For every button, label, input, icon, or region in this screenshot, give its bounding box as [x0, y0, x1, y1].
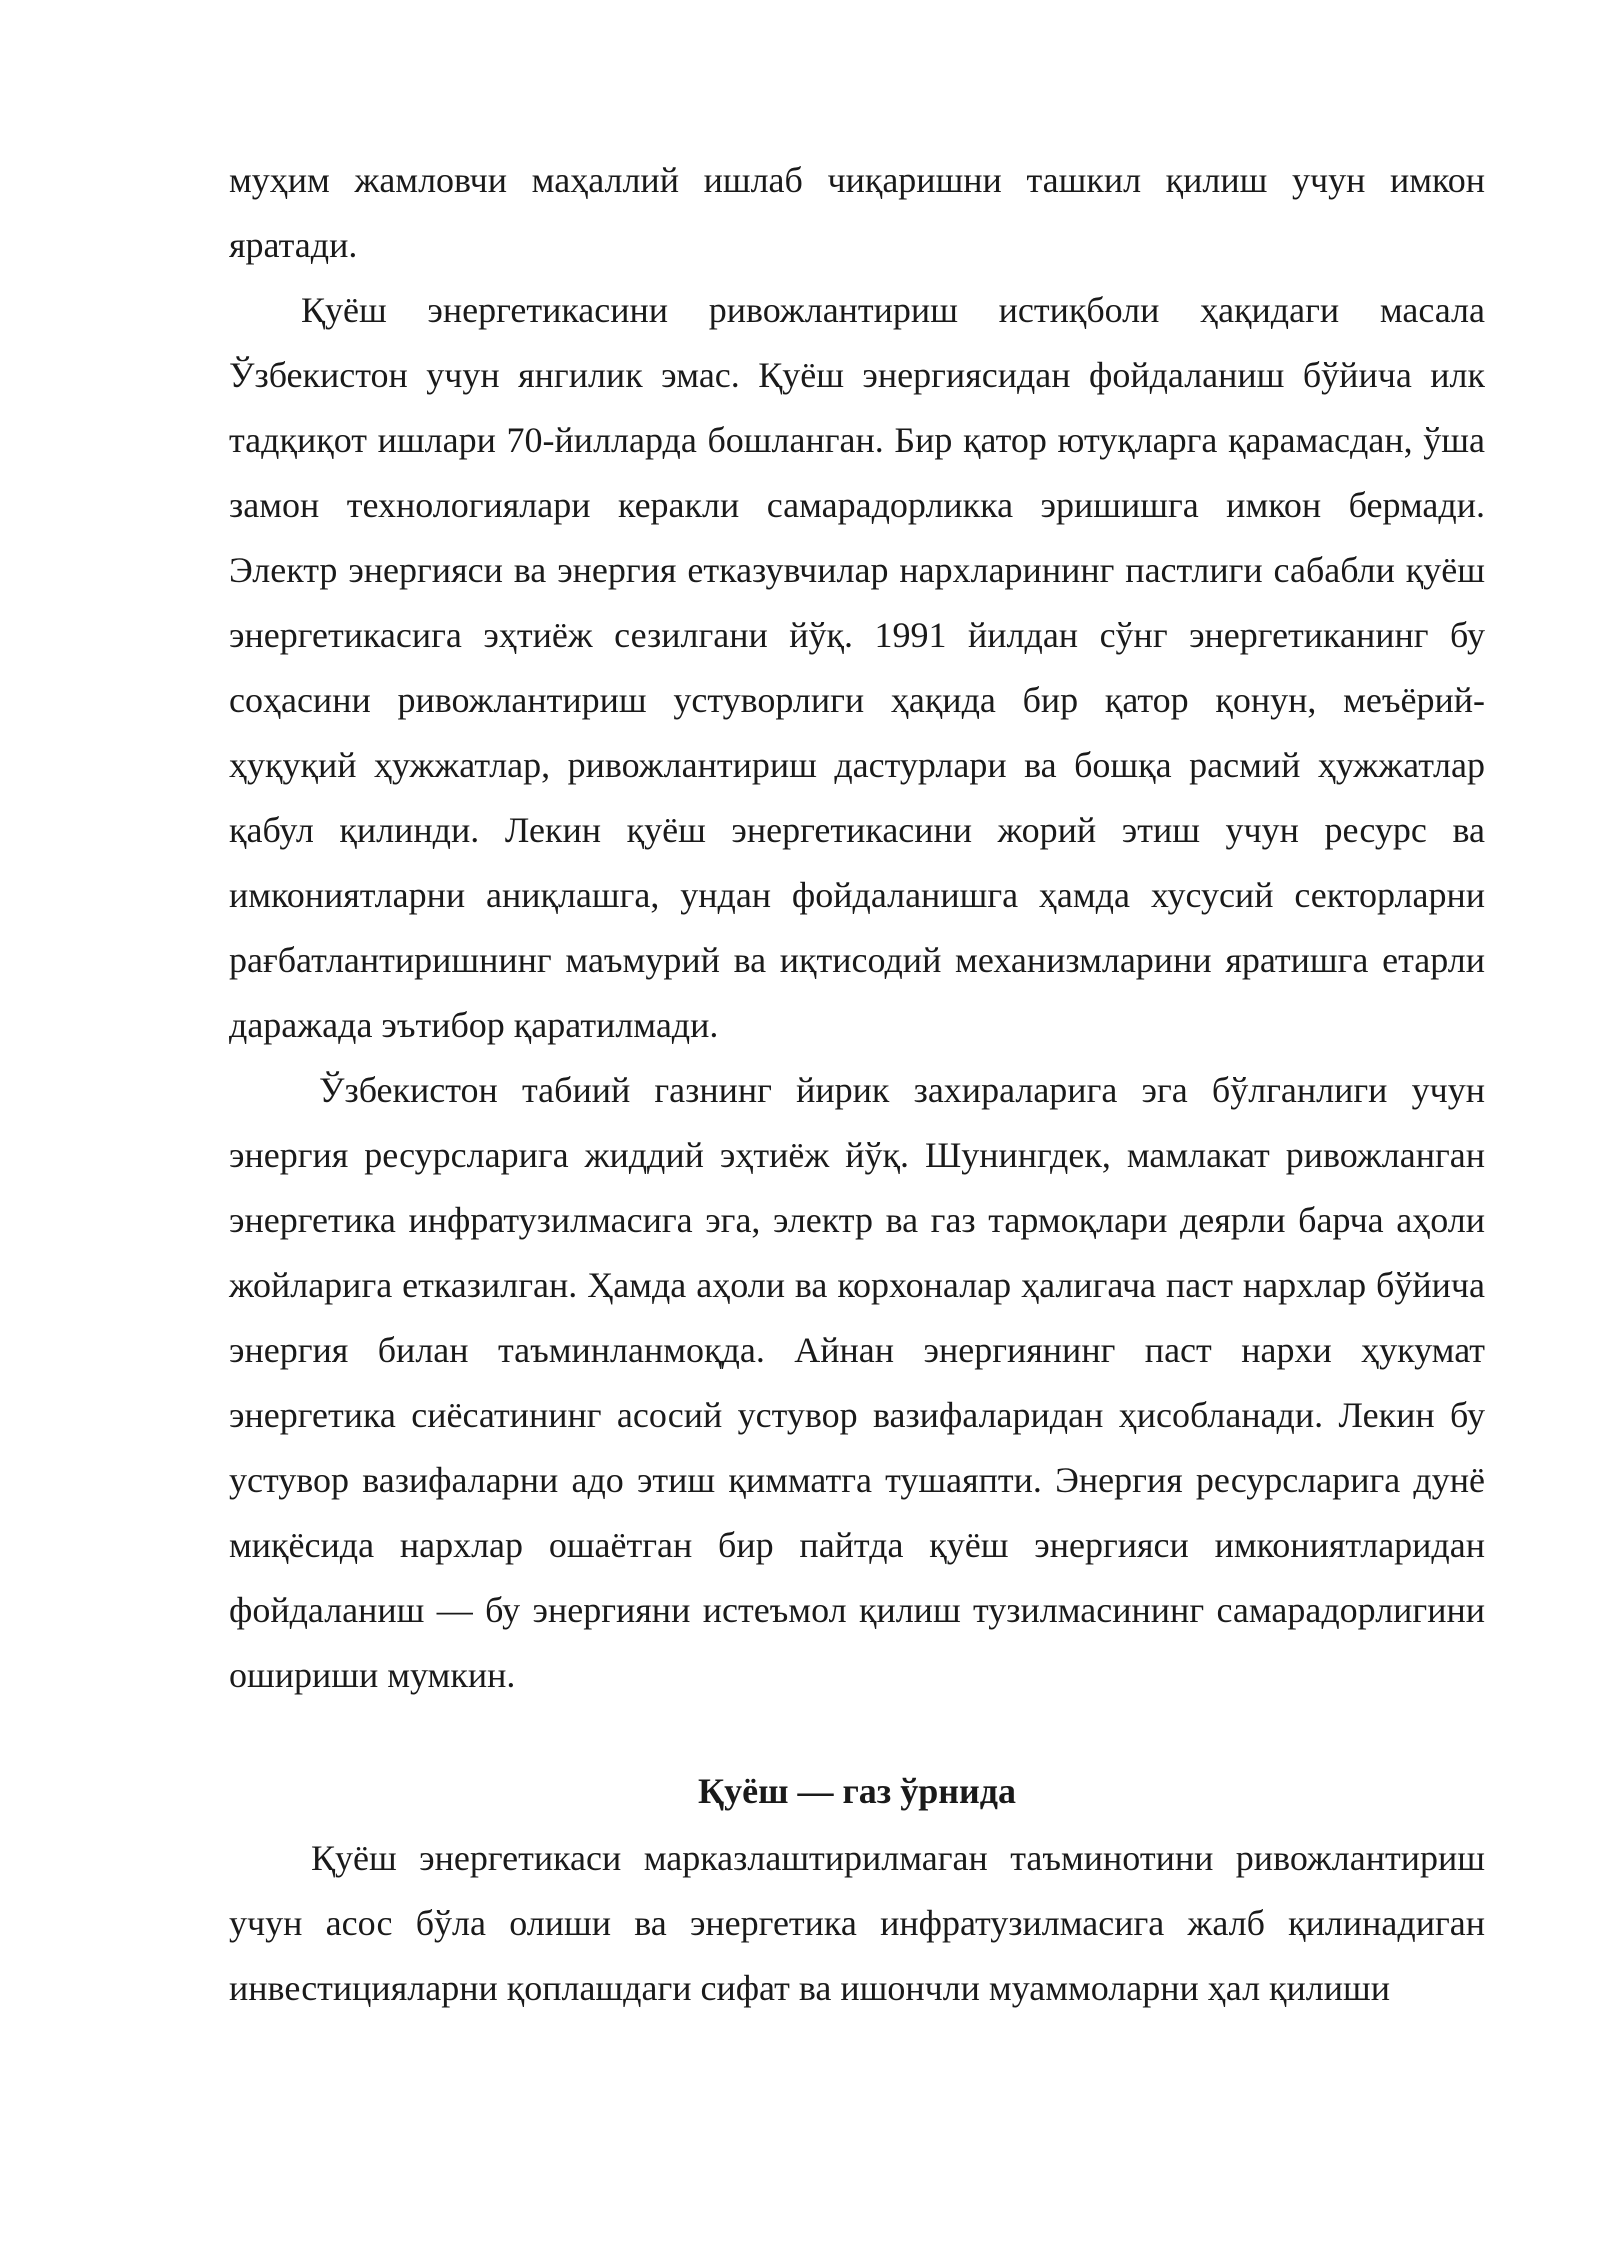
paragraph-gas-reserves: Ўзбекистон табиий газнинг йирик захираларига эга бўлганлиги учун энергия ресурсларига жиддий эҳтиёж йўқ. Шунингдек, мамлакат ривожланган энергетика инфратузилмасига эга, электр ва газ тармоқлари деярли барча аҳоли жойларига етказилган. Ҳамда аҳоли ва корхоналар ҳалигача паст нархлар бўйича энергия билан таъминланмоқда. Айнан энергиянинг паст нархи ҳукумат энергетика сиёсатининг асосий устувор вазифаларидан ҳисобланади. Лекин бу устувор вазифаларни адо этиш қимматга тушаяпти. Энергия ресурсларига дунё миқёсида нархлар ошаётган бир пайтда қуёш энергияси имкониятларидан фойдаланиш — бу энергияни истеъмол қилиш тузилмасининг самарадорлигини ошириши мумкин. [229, 1070, 1485, 1695]
document-page [229, 148, 1485, 2021]
paragraph-continuation: муҳим жамловчи маҳаллий ишлаб чиқаришни ташкил қилиш учун имкон яратади. [229, 160, 1485, 265]
paragraph-solar-history: Қуёш энергетикасини ривожлантириш истиқболи ҳақидаги масала Ўзбекистон учун янгилик эмас. Қуёш энергиясидан фойдаланиш бўйича илк тадқиқот ишлари 70-йилларда бошланган. Бир қатор ютуқларга қарамасдан, ўша замон технологиялари керакли самарадорликка эришишга имкон бермади. Электр энергияси ва энергия етказувчилар нархларининг пастлиги сабабли қуёш энергетикасига эҳтиёж сезилгани йўқ. 1991 йилдан сўнг энергетиканинг бу соҳасини ривожлантириш устуворлиги ҳақида бир қатор қонун, меъёрий-ҳуқуқий ҳужжатлар, ривожлантириш дастурлари ва бошқа расмий ҳужжатлар қабул қилинди. Лекин қуёш энергетикасини жорий этиш учун ресурс ва имкониятларни аниқлашга, ундан фойдаланишга ҳамда хусусий секторларни рағбатлантиришнинг маъмурий ва иқтисодий механизмларини яратишга етарли даражада эътибор қаратилмади. [229, 290, 1485, 1045]
section-heading: Қуёш — газ ўрнида [697, 1771, 1016, 1811]
paragraph-solar-decentralized: Қуёш энергетикаси марказлаштирилмаган таъминотини ривожлантириш учун асос бўла олиши ва энергетика инфратузилмасига жалб қилинадиган инвестицияларни қоплашдаги сифат ва ишончли муаммоларни ҳал қилиши [229, 1838, 1485, 2008]
